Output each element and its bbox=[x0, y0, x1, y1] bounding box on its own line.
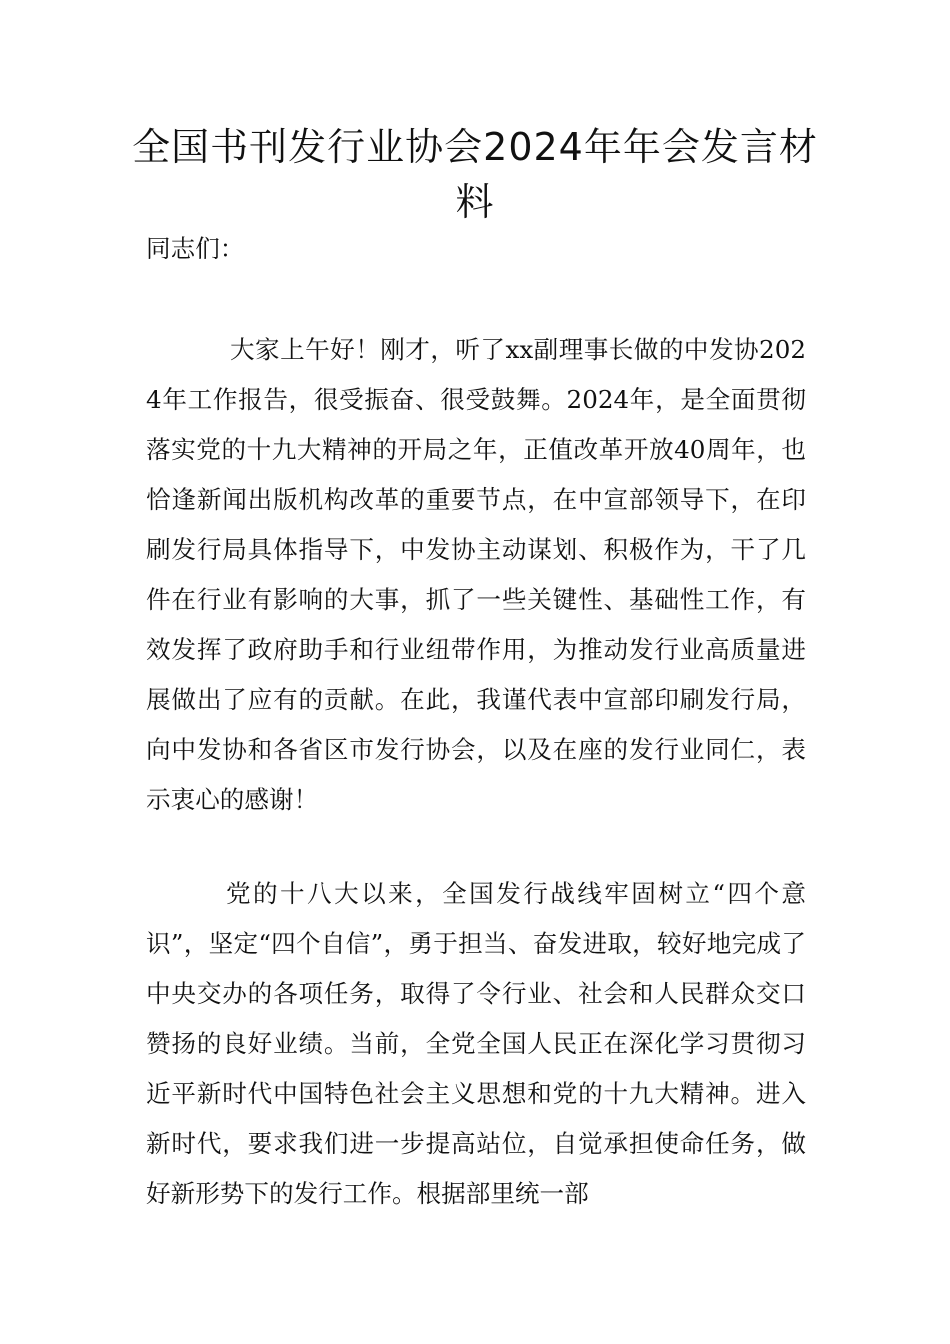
body-paragraph: 党的十八大以来，全国发行战线牢固树立“四个意识”，坚定“四个自信”，勇于担当、奋发进取，较好地完成了中央交办的各项任务，取得了令行业、社会和人民群众交口赞扬的良好业绩。当前，全党全国人民正在深化学习贯彻习近平新时代中国特色社会主义思想和党的十九大精神。进入新时代，要求我们进一步提高站位，自觉承担使命任务，做好新形势下的发行工作。根据部里统一部 bbox=[146, 879, 806, 1208]
greeting-line: 同志们： bbox=[146, 234, 245, 263]
document-title: 全国书刊发行业协会2024年年会发言材料 bbox=[132, 125, 818, 224]
body-paragraph: 大家上午好！刚才，听了xx副理事长做的中发协2024年工作报告，很受振奋、很受鼓舞。2024年，是全面贯彻落实党的十九大精神的开局之年，正值改革开放40周年，也恰逢新闻出版机构改革的重要节点，在中宣部领导下，在印刷发行局具体指导下，中发协主动谋划、积极作为，干了几件在行业有影响的大事，抓了一些关键性、基础性工作，有效发挥了政府助手和行业纽带作用，为推动发行业高质量进展做出了应有的贡献。在此，我谨代表中宣部印刷发行局，向中发协和各省区市发行协会，以及在座的发行业同仁，表示衷心的感谢！ bbox=[146, 335, 806, 814]
